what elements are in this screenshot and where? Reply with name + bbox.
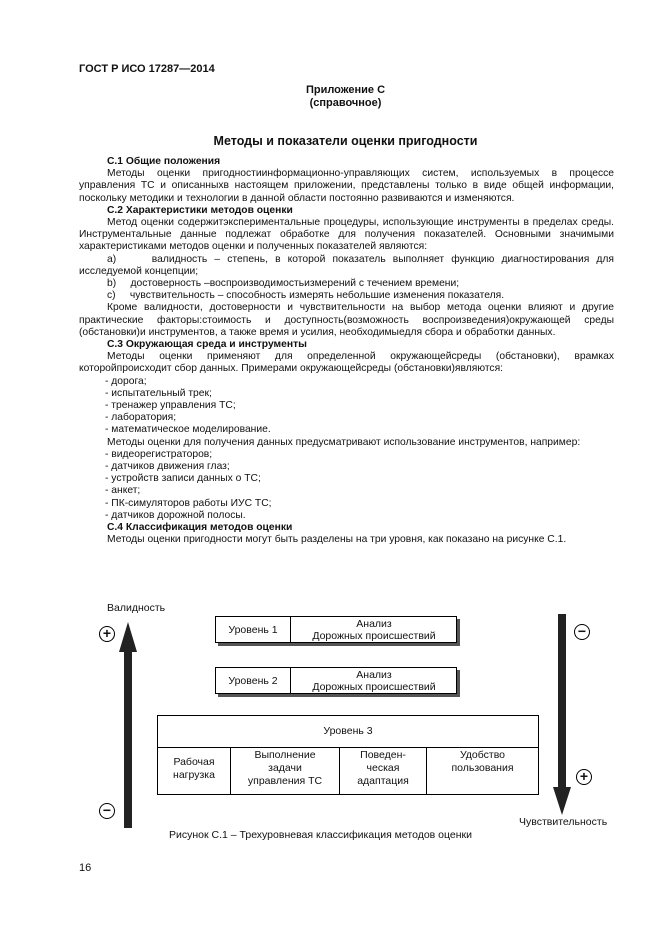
list-item: - анкет;: [105, 485, 141, 497]
c1-text: Методы оценки пригодностиинформационно-управляющих систем, используемых в процессе управления ТС и описанныхв настоящем приложении, представлены только в виде общей информации, поскольку методики и технологии в данной области постоянно развиваются и изменяются.: [79, 168, 614, 204]
list-item: - лаборатория;: [105, 412, 177, 424]
list-item: - дорога;: [105, 375, 147, 387]
level3-box: [157, 715, 539, 795]
document-header: ГОСТ Р ИСО 17287—2014: [79, 63, 215, 75]
level3-cell-adaptation: [340, 749, 426, 788]
level1-box: [215, 616, 457, 643]
minus-icon: −: [574, 624, 590, 640]
arrow-shaft: [124, 650, 132, 828]
level1-desc1: Анализ: [356, 618, 392, 630]
c4-text: Методы оценки пригодности могут быть разделены на три уровня, как показано на рисунке С.1.: [107, 534, 567, 546]
list-item: - ПК-симуляторов работы ИУС ТС;: [105, 497, 272, 509]
list-item: - устройств записи данных о ТС;: [105, 473, 261, 485]
level2-desc2: Дорожных происшествий: [312, 681, 436, 693]
list-item: - тренажер управления ТС;: [105, 400, 236, 412]
c2-item-a: a) валидность – степень, в которой показатель выполняет функцию диагностирования для исследуемой концепции;: [79, 253, 614, 277]
list-item: - испытательный трек;: [105, 387, 212, 399]
list-item: - датчиков дорожной полосы.: [105, 509, 246, 521]
arrow-head: [119, 622, 137, 652]
c2-item-b: b) достоверность –воспроизводимостьизмерений с течением времени;: [107, 278, 460, 290]
appendix-subtitle: (справочное): [309, 97, 382, 109]
appendix-title: Приложение С: [305, 84, 386, 96]
c1-heading: С.1 Общие положения: [107, 156, 221, 167]
level3-name: Уровень 3: [323, 725, 373, 737]
arrow-shaft: [558, 614, 566, 789]
level2-name: Уровень 2: [228, 675, 278, 687]
c2-heading: С.2 Характеристики методов оценки: [107, 204, 293, 216]
section-title: Методы и показатели оценки пригодности: [213, 134, 478, 148]
sensitivity-arrow: [550, 612, 580, 817]
level3-cell-task: [231, 749, 339, 788]
level1-name: Уровень 1: [228, 624, 278, 636]
c3-heading: С.3 Окружающая среда и инструменты: [107, 339, 307, 351]
divider: [158, 747, 538, 748]
list-item: - датчиков движения глаз;: [105, 461, 230, 473]
list-item: - математическое моделирование.: [105, 424, 271, 436]
c4-heading: С.4 Классификация методов оценки: [107, 522, 293, 534]
cell-line: пользования: [451, 762, 514, 774]
level1-desc2: Дорожных происшествий: [312, 630, 436, 642]
cell-line: нагрузка: [173, 769, 215, 781]
level3-cell-workload: [158, 756, 230, 782]
c3-text: Методы оценки применяют для определенной окружающейсреды (обстановки), врамках которойпроисходит сбор данных. Примерами окружающейсреды (обстановки)являются:: [79, 351, 614, 375]
cell-line: адаптация: [357, 775, 409, 787]
cell-line: задачи: [268, 762, 302, 774]
list-item: - видеорегистраторов;: [105, 448, 213, 460]
cell-line: Поведен-: [360, 749, 406, 761]
cell-line: Удобство: [459, 749, 506, 761]
sensitivity-label: Чувствительность: [519, 816, 608, 828]
level2-box: [215, 667, 457, 694]
c2-text2: Кроме валидности, достоверности и чувствительности на выбор метода оценки влияют и другие практические факторы:стоимость и доступность(возможность воспроизведения)окружающей среды (обстановки)и инструментов, а также время и усилия, необходимыедля сбора и обработки данных.: [79, 302, 614, 338]
c3-text2: Методы оценки для получения данных предусматривают использование инструментов, например:: [107, 436, 581, 448]
validity-arrow: [115, 620, 145, 830]
c2-item-c: c) чувствительность – способность измерять небольшие изменения показателя.: [107, 290, 505, 302]
minus-icon: −: [99, 803, 115, 819]
plus-icon: +: [576, 769, 592, 785]
level3-cell-usability: [427, 749, 538, 775]
arrow-head: [553, 787, 571, 815]
cell-line: управления ТС: [247, 775, 323, 787]
cell-line: Рабочая: [173, 756, 215, 768]
validity-label: Валидность: [107, 602, 166, 614]
cell-line: Выполнение: [254, 749, 316, 761]
plus-icon: +: [99, 626, 115, 642]
cell-line: ческая: [366, 762, 400, 774]
document-body: [79, 156, 614, 547]
page-number: 16: [79, 862, 92, 874]
c2-text: Метод оценки содержитэкспериментальные процедуры, использующие инструменты в пределах среды. Инструментальные данные подлежат обработке для получения показателей. Основными значимыми характеристиками методов оценки и полученных показателей являются:: [79, 217, 614, 253]
figure-caption: Рисунок С.1 – Трехуровневая классификация методов оценки: [169, 829, 472, 841]
level2-desc1: Анализ: [356, 669, 392, 681]
